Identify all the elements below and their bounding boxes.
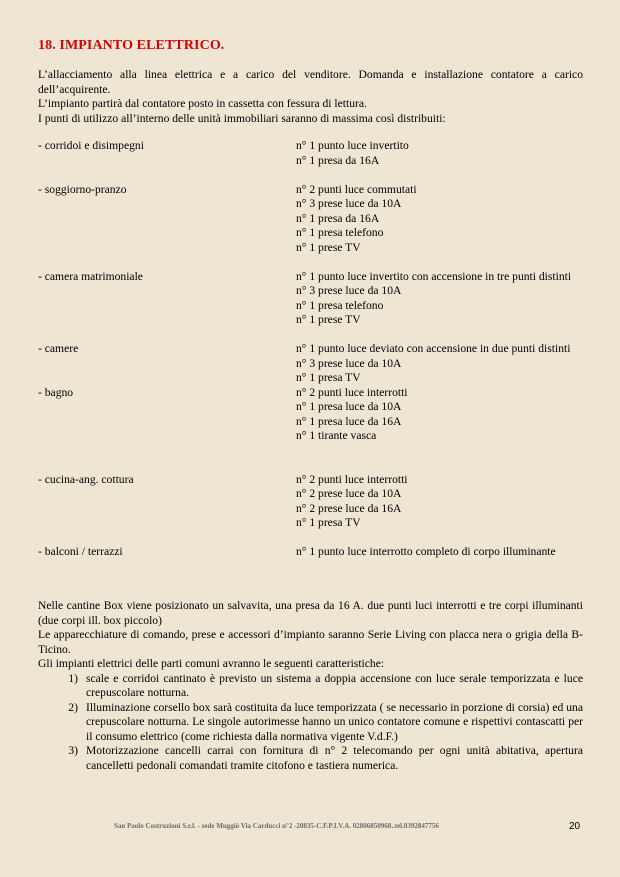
room-item: n° 1 presa luce da 10A (296, 400, 402, 413)
list-text: Motorizzazione cancelli carrai con fornitura di n° 2 telecomando per ogni unità abitativa, apertura cancelletti pedonali comandati tramite citofono e tastiera numerica. (86, 744, 583, 772)
room-item: n° 1 presa TV (296, 516, 361, 529)
room-item: n° 1 presa TV (296, 371, 361, 384)
list-item (38, 744, 583, 773)
room-item: n° 1 tirante vasca (296, 429, 377, 442)
intro-line: L’allacciamento alla linea elettrica e a carico del venditore. Domanda e installazione contatore a carico dell’acquirente. (38, 68, 583, 96)
room-row (38, 139, 583, 168)
room-row (38, 183, 583, 256)
room-items (296, 473, 583, 531)
room-items (296, 545, 583, 560)
room-name: - corridoi e disimpegni (38, 139, 144, 152)
list-number: 1) (68, 671, 78, 685)
room-items (296, 139, 583, 168)
room-name: - cucina-ang. cottura (38, 472, 134, 486)
room-item: n° 1 presa luce da 16A (296, 414, 402, 428)
page-number: 20 (569, 821, 581, 832)
room-name: - camere (38, 342, 79, 355)
room-item: n° 2 prese luce da 10A (296, 487, 402, 500)
room-item: n° 1 presa telefono (296, 298, 384, 312)
common-areas-list (38, 672, 583, 774)
intro-line: L’impianto partirà dal contatore posto in cassetta con fessura di lettura. (38, 97, 367, 111)
section-heading: 18. IMPIANTO ELETTRICO. (38, 38, 225, 53)
closing-section (38, 599, 583, 773)
list-number: 3) (68, 744, 78, 757)
room-item: n° 1 punto luce invertito (296, 139, 409, 152)
list-item (38, 701, 583, 745)
room-item: n° 3 prese luce da 10A (296, 284, 402, 297)
room-items (296, 183, 583, 256)
list-text: Illuminazione corsello box sarà costituita da luce temporizzata ( se necessario in porzione di corsia) ed una crepuscolare notturna. Le singole autorimesse hanno un unico contatore comune e rispettivi contascatti per il consumo elettrico (come richiesta dalla normativa vigente V.d.F.) (86, 700, 583, 743)
room-item: n° 1 presa da 16A (296, 153, 380, 167)
room-item: n° 2 prese luce da 16A (296, 501, 402, 515)
list-text: scale e corridoi cantinato è previsto un sistema a doppia accensione con luce serale temporizzata e luce crepuscolare notturna. (86, 671, 583, 699)
room-item: n° 1 punto luce invertito con accensione in tre punti distinti (296, 269, 572, 283)
room-name: - bagno (38, 385, 74, 399)
room-row (38, 342, 583, 386)
room-name: - balconi / terrazzi (38, 545, 123, 558)
room-item: n° 1 punto luce deviato con accensione in due punti distinti (296, 342, 571, 355)
closing-paragraph: Nelle cantine Box viene posizionato un salvavita, una presa da 16 A. due punti luci interrotti e tre corpi illuminanti (due corpi ill. box piccolo) (38, 599, 583, 627)
room-item: n° 3 prese luce da 10A (296, 197, 402, 210)
closing-paragraph: Gli impianti elettrici delle parti comuni avranno le seguenti caratteristiche: (38, 657, 385, 670)
room-items (296, 342, 583, 386)
room-list (38, 139, 583, 560)
intro-paragraphs (38, 68, 583, 126)
room-item: n° 1 presa da 16A (296, 211, 380, 225)
room-name: - soggiorno-pranzo (38, 182, 127, 196)
room-item: n° 1 punto luce interrotto completo di corpo illuminante (296, 545, 556, 558)
room-row (38, 545, 583, 560)
room-row (38, 386, 583, 444)
room-item: n° 2 punti luce interrotti (296, 385, 408, 399)
room-item: n° 1 prese TV (296, 313, 361, 326)
room-item: n° 3 prese luce da 10A (296, 356, 402, 370)
room-row (38, 473, 583, 531)
room-item: n° 1 presa telefono (296, 226, 384, 239)
room-items (296, 270, 583, 328)
room-item: n° 1 prese TV (296, 240, 361, 254)
list-number: 2) (68, 700, 78, 714)
intro-line: I punti di utilizzo all’interno delle unità immobiliari saranno di massima così distribuiti: (38, 111, 446, 125)
room-items (296, 386, 583, 444)
room-item: n° 2 punti luce interrotti (296, 472, 408, 486)
room-name: - camera matrimoniale (38, 269, 143, 283)
list-item (38, 672, 583, 701)
room-row (38, 270, 583, 328)
closing-paragraph: Le apparecchiature di comando, prese e accessori d’impianto saranno Serie Living con placca nera o grigia della B-Ticino. (38, 628, 583, 656)
page-footer: San Paolo Costruzioni S.r.l. - sede Muggiò Via Carducci n°2 -20835-C.F.P.I.V.A. 02806850968..tel.0392847756 (114, 822, 439, 830)
room-item: n° 2 punti luce commutati (296, 182, 417, 196)
